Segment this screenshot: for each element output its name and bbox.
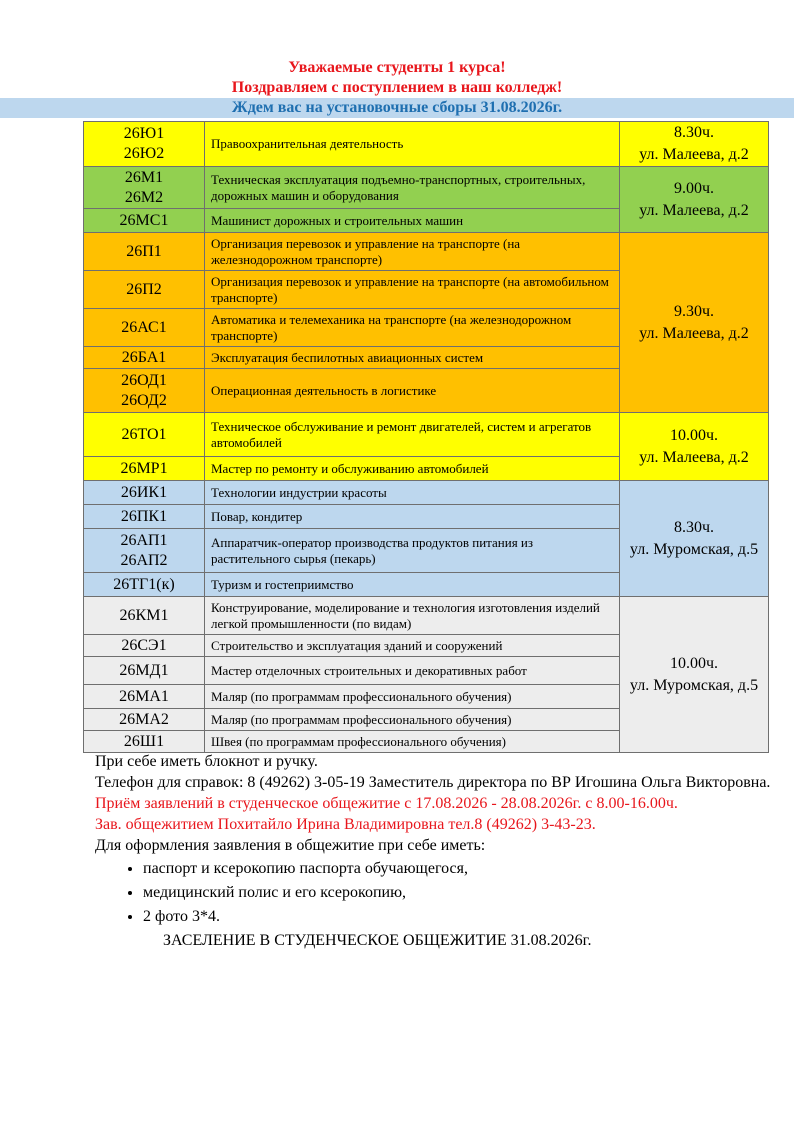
group-code — [84, 731, 205, 753]
group-code — [84, 457, 205, 481]
schedule-table — [83, 121, 769, 753]
group-code-line: 26Ю1 — [123, 125, 165, 142]
group-code — [84, 481, 205, 505]
notes-dorm-head: Зав. общежитием Похитайло Ирина Владимировна тел.8 (49262) 3-43-23. — [95, 816, 596, 833]
group-code — [84, 635, 205, 657]
table-row — [84, 481, 769, 505]
group-code — [84, 657, 205, 685]
group-code-line: 26АП2 — [120, 551, 168, 569]
group-code — [84, 233, 205, 271]
specialty-name: Строительство и эксплуатация зданий и сооружений — [205, 635, 620, 657]
notes-dorm-applications: Приём заявлений в студенческое общежитие с 17.08.2026 - 28.08.2026г. с 8.00-16.00ч. — [95, 795, 678, 812]
meeting-address: ул. Муромская, д.5 — [629, 676, 759, 694]
group-code — [84, 209, 205, 233]
meeting-time: 8.30ч. — [673, 124, 715, 141]
group-code-line: 26МС1 — [119, 211, 169, 229]
group-code — [84, 369, 205, 413]
group-code — [84, 271, 205, 309]
group-code-line: 26МА1 — [119, 687, 169, 705]
group-code-line: 26МД1 — [119, 661, 169, 679]
group-code-line: 26П1 — [126, 242, 162, 260]
group-code-line: 26МР1 — [120, 459, 168, 477]
meeting-time-place — [620, 122, 769, 167]
group-code-line: 26ОД2 — [121, 391, 167, 409]
group-code-line: 26МА2 — [119, 710, 169, 728]
header-greeting: Уважаемые студенты 1 курса! — [288, 59, 506, 76]
notes — [95, 751, 775, 951]
specialty-name: Эксплуатация беспилотных авиационных систем — [205, 347, 620, 369]
specialty-name: Технологии индустрии красоты — [205, 481, 620, 505]
meeting-time-place — [620, 481, 769, 597]
specialty-name: Организация перевозок и управление на транспорте (на железнодорожном транспорте) — [205, 233, 620, 271]
group-code-line: 26АП1 — [120, 531, 168, 549]
group-code-line: 26СЭ1 — [121, 636, 167, 654]
specialty-name: Техническая эксплуатация подъемно-транспортных, строительных, дорожных машин и оборудования — [205, 167, 620, 209]
notes-notebook: При себе иметь блокнот и ручку. — [95, 753, 318, 770]
group-code — [84, 413, 205, 457]
group-code-line: 26ИК1 — [120, 483, 168, 501]
meeting-address: ул. Муромская, д.5 — [629, 540, 759, 558]
meeting-address: ул. Малеева, д.2 — [639, 448, 749, 466]
meeting-time-place — [620, 167, 769, 233]
group-code-line: 26БА1 — [121, 348, 167, 366]
specialty-name: Операционная деятельность в логистике — [205, 369, 620, 413]
table-row — [84, 122, 769, 167]
group-code — [84, 347, 205, 369]
group-code-line: 26Ш1 — [123, 732, 165, 750]
meeting-address: ул. Малеева, д.2 — [639, 324, 749, 342]
specialty-name: Правоохранительная деятельность — [205, 122, 620, 167]
header — [0, 58, 794, 118]
header-congrats: Поздравляем с поступлением в наш колледж! — [231, 79, 563, 96]
meeting-time: 10.00ч. — [669, 654, 719, 672]
specialty-name: Автоматика и телемеханика на транспорте (на железнодорожном транспорте) — [205, 309, 620, 347]
header-invitation: Ждем вас на установочные сборы 31.08.2026г. — [0, 98, 794, 118]
meeting-address: ул. Малеева, д.2 — [639, 146, 749, 163]
specialty-name: Маляр (по программам профессионального обучения) — [205, 685, 620, 709]
list-item: • паспорт и ксерокопию паспорта обучающегося, — [143, 858, 775, 879]
notes-phone: Телефон для справок: 8 (49262) 3-05-19 Заместитель директора по ВР Игошина Ольга Викторовна. — [95, 774, 771, 791]
specialty-name: Маляр (по программам профессионального обучения) — [205, 709, 620, 731]
table-row — [84, 413, 769, 457]
table-row — [84, 597, 769, 635]
group-code — [84, 597, 205, 635]
specialty-name: Туризм и гостеприимство — [205, 573, 620, 597]
list-item: • медицинский полис и его ксерокопию, — [143, 882, 775, 903]
specialty-name: Аппаратчик-оператор производства продуктов питания из растительного сырья (пекарь) — [205, 529, 620, 573]
specialty-name: Мастер отделочных строительных и декоративных работ — [205, 657, 620, 685]
meeting-time-place — [620, 413, 769, 481]
group-code — [84, 685, 205, 709]
meeting-time: 9.30ч. — [673, 302, 715, 320]
group-code-line: 26Ю2 — [123, 145, 165, 162]
group-code — [84, 167, 205, 209]
specialty-name: Повар, кондитер — [205, 505, 620, 529]
meeting-time-place — [620, 597, 769, 753]
specialty-name: Машинист дорожных и строительных машин — [205, 209, 620, 233]
group-code-line: 26ПК1 — [120, 507, 168, 525]
meeting-time: 9.00ч. — [673, 179, 715, 197]
group-code — [84, 122, 205, 167]
specialty-name: Конструирование, моделирование и технология изготовления изделий легкой промышленности (по видам) — [205, 597, 620, 635]
group-code-line: 26М2 — [124, 188, 164, 206]
specialty-name: Техническое обслуживание и ремонт двигателей, систем и агрегатов автомобилей — [205, 413, 620, 457]
table-row — [84, 233, 769, 271]
group-code-line: 26ТО1 — [121, 425, 167, 443]
group-code — [84, 505, 205, 529]
group-code-line: 26ТГ1(к) — [113, 575, 175, 593]
notes-dorm-docs: Для оформления заявления в общежитие при себе иметь: — [95, 837, 486, 854]
specialty-name: Организация перевозок и управление на транспорте (на автомобильном транспорте) — [205, 271, 620, 309]
notes-settlement: ЗАСЕЛЕНИЕ В СТУДЕНЧЕСКОЕ ОБЩЕЖИТИЕ 31.08.2026г. — [163, 932, 592, 949]
group-code-line: 26ОД1 — [121, 371, 167, 389]
specialty-name: Мастер по ремонту и обслуживанию автомобилей — [205, 457, 620, 481]
group-code-line: 26М1 — [124, 168, 164, 186]
group-code-line: 26КМ1 — [119, 606, 169, 624]
meeting-time: 8.30ч. — [673, 518, 715, 536]
group-code — [84, 709, 205, 731]
specialty-name: Швея (по программам профессионального обучения) — [205, 731, 620, 753]
meeting-address: ул. Малеева, д.2 — [639, 201, 749, 219]
group-code-line: 26АС1 — [121, 318, 167, 336]
docs-list — [95, 858, 775, 927]
meeting-time: 10.00ч. — [669, 426, 719, 444]
list-item: • 2 фото 3*4. — [143, 906, 775, 927]
table-row — [84, 167, 769, 209]
group-code-line: 26П2 — [126, 280, 162, 298]
meeting-time-place — [620, 233, 769, 413]
group-code — [84, 309, 205, 347]
group-code — [84, 529, 205, 573]
group-code — [84, 573, 205, 597]
